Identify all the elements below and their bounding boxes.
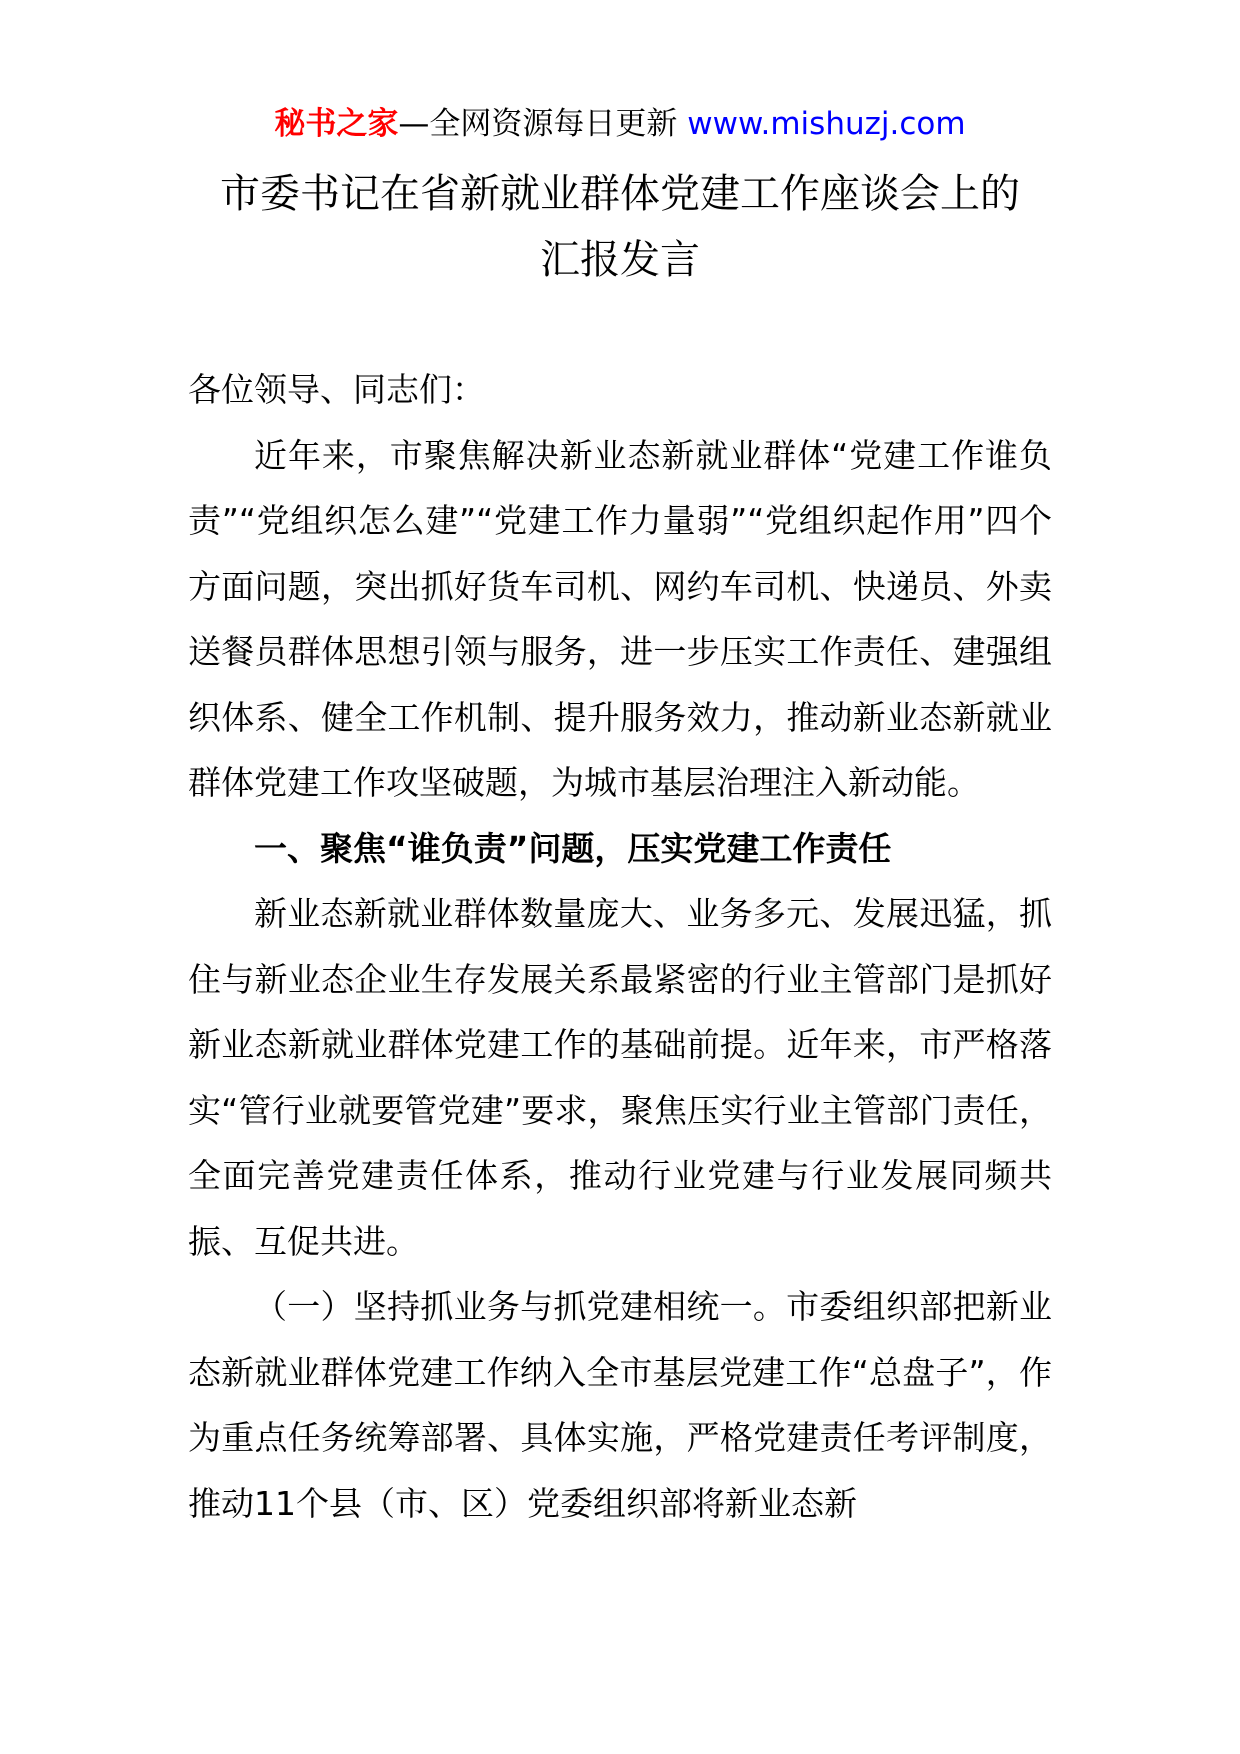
brand-name: 秘书之家 xyxy=(274,106,399,142)
title-line-1: 市委书记在省新就业群体党建工作座谈会上的 xyxy=(220,171,1020,217)
document-body xyxy=(188,357,1052,1536)
document-title xyxy=(150,161,1090,293)
title-line-2: 汇报发言 xyxy=(540,237,700,283)
header-tagline: —全网资源每日更新 xyxy=(398,106,688,142)
watermark-header xyxy=(0,101,1240,147)
section-1-paragraph: 新业态新就业群体数量庞大、业务多元、发展迅猛，抓住与新业态企业生存发展关系最紧密的行业主管部门是抓好新业态新就业群体党建工作的基础前提。近年来，市严格落实“管行业就要管党建”要求，聚焦压实行业主管部门责任，全面完善党建责任体系，推动行业党建与行业发展同频共振、互促共进。 xyxy=(188,894,1052,1261)
section-1-heading: 一、聚焦“谁负责”问题，压实党建工作责任 xyxy=(254,828,892,868)
section-1-subsection-1: （一）坚持抓业务与抓党建相统一。市委组织部把新业态新就业群体党建工作纳入全市基层党建工作“总盘子”，作为重点任务统筹部署、具体实施，严格党建责任考评制度，推动11个县（市、区）党委组织部将新业态新 xyxy=(188,1287,1052,1523)
intro-paragraph: 近年来，市聚焦解决新业态新就业群体“党建工作谁负责”“党组织怎么建”“党建工作力量弱”“党组织起作用”四个方面问题，突出抓好货车司机、网约车司机、快递员、外卖送餐员群体思想引领与服务，进一步压实工作责任、建强组织体系、健全工作机制、提升服务效力，推动新业态新就业群体党建工作攻坚破题，为城市基层治理注入新动能。 xyxy=(188,435,1052,802)
site-url-link[interactable]: www.mishuzj.com xyxy=(687,106,966,142)
salutation: 各位领导、同志们： xyxy=(188,370,485,409)
